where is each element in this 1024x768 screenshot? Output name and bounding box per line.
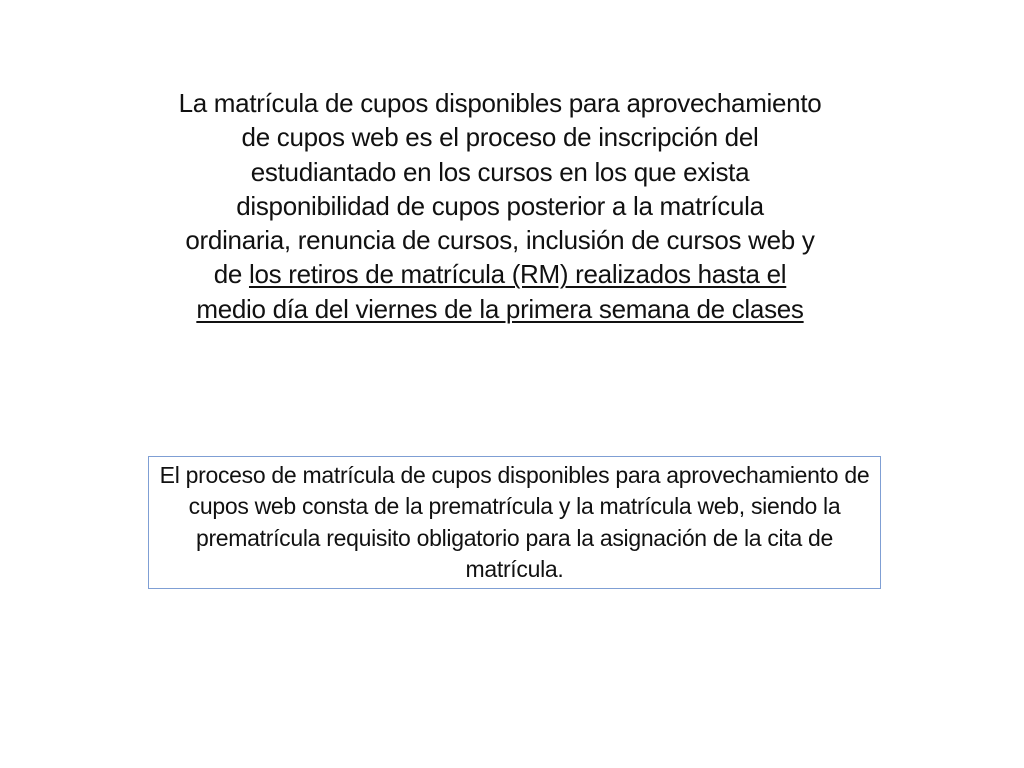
main-text-line-4: disponibilidad de cupos posterior a la matrícula [236,190,764,221]
info-box-text: El proceso de matrícula de cupos disponibles para aprovechamiento de cupos web consta de la prematrícula y la matrícula web, siendo la prematrícula requisito obligatorio para la asignación de la cita de matrícula. [159,461,870,582]
main-description-paragraph [128,86,872,326]
info-box [148,456,881,589]
main-text-line-1: La matrícula de cupos disponibles para aprovechamiento [178,88,822,118]
main-text-line-7-underlined: medio día del viernes de la primera semana de clases [196,293,804,324]
main-text-line-6-underlined: los retiros de matrícula (RM) realizados hasta el [248,259,787,290]
main-text-line-2: de cupos web es el proceso de inscripción del [241,122,759,153]
main-text-line-6-prefix: de [213,259,249,290]
main-text-line-3: estudiantado en los cursos en los que exista [250,156,750,187]
main-text-line-5: ordinaria, renuncia de cursos, inclusión de cursos web y [185,225,815,256]
